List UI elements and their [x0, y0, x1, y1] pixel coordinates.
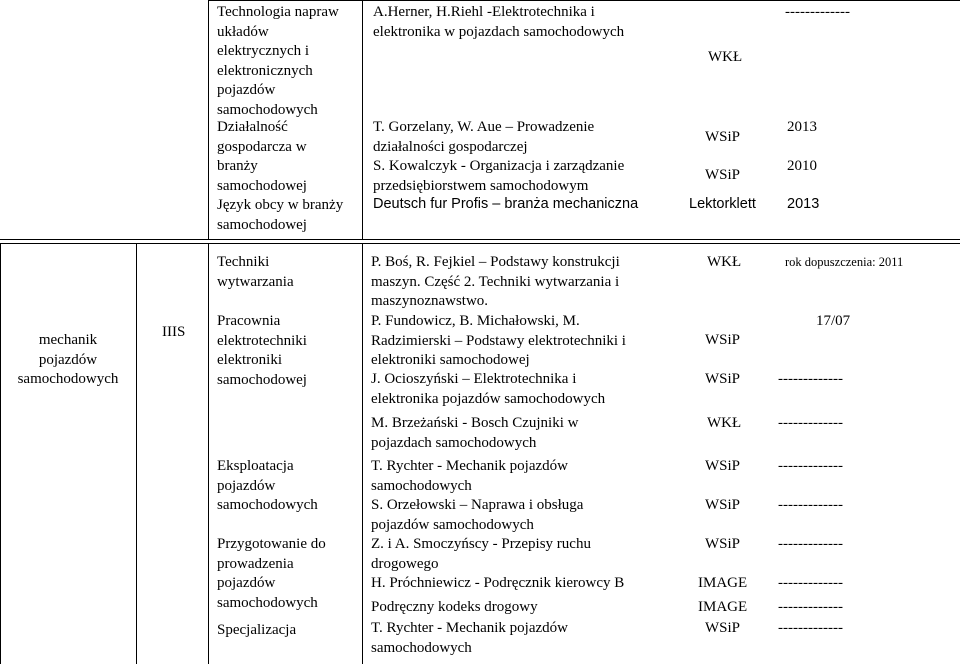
book-title: Z. i A. Smoczyńscy - Przepisy ruchu drogowego [371, 536, 591, 572]
publisher: WKŁ [708, 49, 743, 65]
subject-cell: Pracownia elektrotechniki elektroniki samochodowej [217, 313, 307, 388]
book-title: Deutsch fur Profis – branża mechaniczna [373, 196, 639, 212]
subject-cell: Eksploatacja pojazdów samochodowych [217, 458, 318, 513]
table-border-top [208, 0, 960, 1]
year: rok dopuszczenia: 2011 [785, 255, 904, 269]
subject-cell: Działalność gospodarcza w branży samochodowej [217, 119, 307, 194]
year: ------------- [778, 497, 843, 513]
book-title: H. Próchniewicz - Podręcznik kierowcy B [371, 575, 625, 591]
subject-cell: Język obcy w branży samochodowej [217, 197, 344, 233]
publisher: IMAGE [698, 575, 748, 591]
table-border-left-top [208, 0, 209, 240]
book-title: T. Rychter - Mechanik pojazdów samochodowych [371, 620, 568, 656]
book-title: M. Brzeżański - Bosch Czujniki w pojazdach samochodowych [371, 415, 579, 451]
subject-cell: Techniki wytwarzania [217, 254, 294, 290]
publisher: WSiP [705, 536, 741, 552]
year: 2013 [787, 119, 817, 135]
row-divider-mid-1 [0, 239, 960, 240]
book-title: P. Fundowicz, B. Michałowski, M. Radzimierski – Podstawy elektrotechniki i elektroniki samochodowej [371, 313, 626, 368]
column-divider-subject-book-top [362, 0, 363, 240]
publisher: WSiP [705, 497, 741, 513]
year: ------------- [778, 620, 843, 636]
book-title: Podręczny kodeks drogowy [371, 599, 538, 615]
publisher: WSiP [705, 371, 741, 387]
publisher: WSiP [705, 620, 741, 636]
year: 2010 [787, 158, 817, 174]
publisher: WSiP [705, 332, 741, 348]
book-title: T. Gorzelany, W. Aue – Prowadzenie działalności gospodarczej [373, 119, 595, 155]
year: ------------- [778, 575, 843, 591]
publisher: Lektorklett [689, 196, 756, 212]
book-title: A.Herner, H.Riehl -Elektrotechnika i elektronika w pojazdach samochodowych [373, 4, 625, 40]
publisher: WSiP [705, 167, 741, 183]
subject-cell: Specjalizacja [217, 622, 297, 638]
year: ------------- [785, 4, 850, 20]
level-cell: IIIS [162, 324, 186, 340]
publisher: WKŁ [707, 254, 742, 270]
profession-cell: mechanik pojazdów samochodowych [17, 332, 119, 387]
book-title: T. Rychter - Mechanik pojazdów samochodowych [371, 458, 568, 494]
publisher: WSiP [705, 458, 741, 474]
book-title: S. Kowalczyk - Organizacja i zarządzanie przedsiębiorstwem samochodowym [373, 158, 625, 194]
publisher: WSiP [705, 129, 741, 145]
table-border-left-bottom [0, 243, 1, 664]
book-title: P. Boś, R. Fejkiel – Podstawy konstrukcji maszyn. Część 2. Techniki wytwarzania i maszynoznawstwo. [371, 254, 620, 309]
year: 17/07 [816, 313, 851, 329]
year: 2013 [787, 196, 820, 212]
subject-cell: Technologia napraw układów elektrycznych i elektronicznych pojazdów samochodowych [217, 4, 339, 118]
subject-cell: Przygotowanie do prowadzenia pojazdów samochodowych [217, 536, 326, 611]
publisher: IMAGE [698, 599, 748, 615]
year: ------------- [778, 458, 843, 474]
publisher: WKŁ [707, 415, 742, 431]
column-divider-subject-book-bottom [362, 243, 363, 664]
book-title: S. Orzełowski – Naprawa i obsługa pojazdów samochodowych [371, 497, 584, 533]
book-title: J. Ocioszyński – Elektrotechnika i elektronika pojazdów samochodowych [371, 371, 606, 407]
year: ------------- [778, 415, 843, 431]
column-divider-level [208, 243, 209, 664]
year: ------------- [778, 536, 843, 552]
year: ------------- [778, 371, 843, 387]
column-divider-profession [136, 243, 137, 664]
year: ------------- [778, 599, 843, 615]
row-divider-mid-2 [0, 243, 960, 244]
